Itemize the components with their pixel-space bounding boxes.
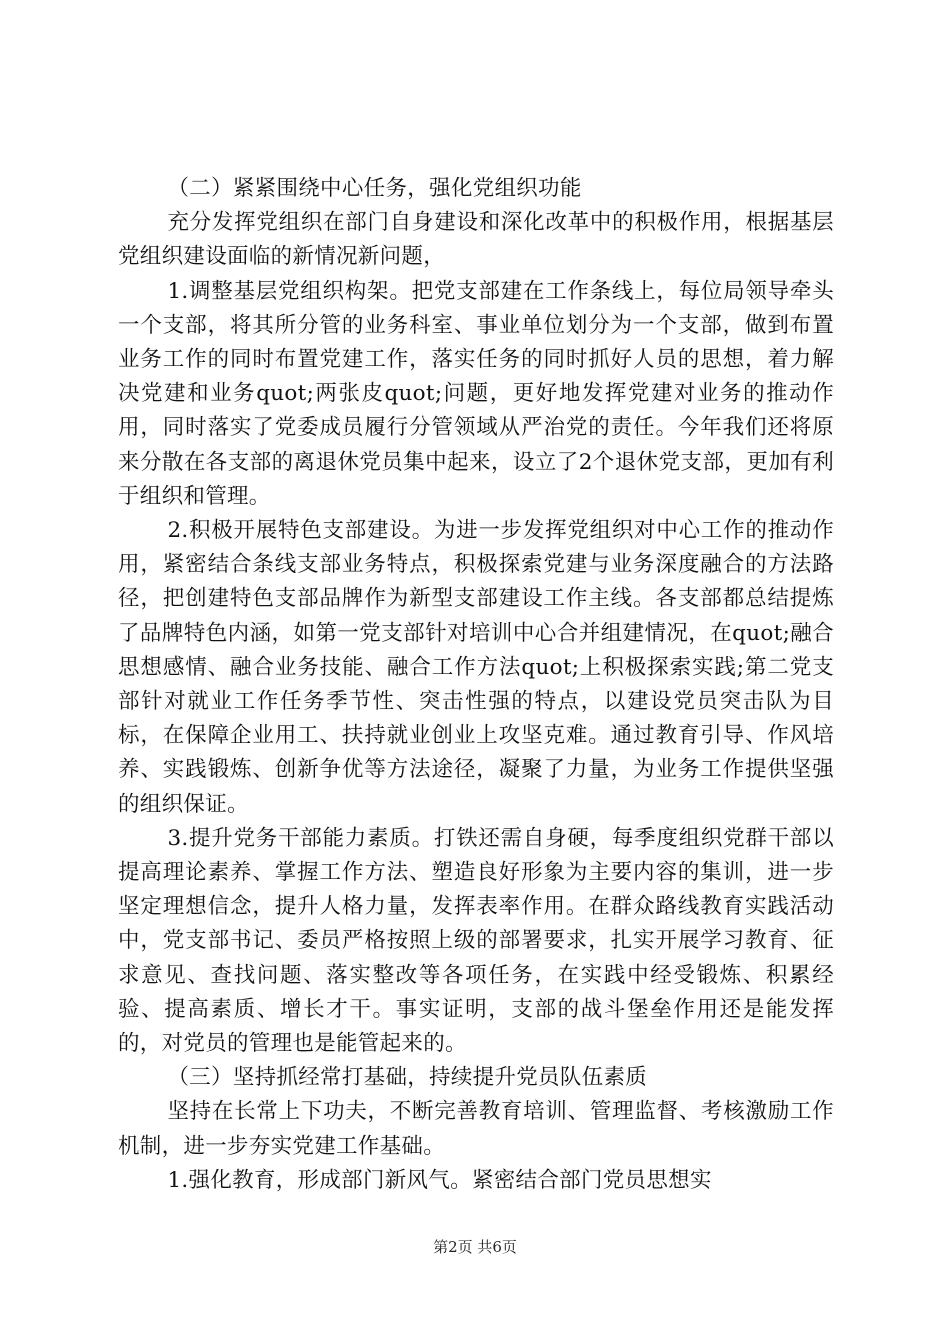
document-body (118, 172, 834, 1198)
section-heading: （三）坚持抓经常打基础，持续提升党员队伍素质 (167, 1065, 648, 1091)
body-paragraph: 3.提升党务干部能力素质。打铁还需自身硬，每季度组织党群干部以提高理论素养、掌握工作方法、塑造良好形象为主要内容的集训，进一步坚定理想信念，提升人格力量，发挥表率作用。在群众路线教育实践活动中，党支部书记、委员严格按照上级的部署要求，扎实开展学习教育、征求意见、查找问题、落实整改等各项任务，在实践中经受锻炼、积累经验、提高素质、增长才干。事实证明，支部的战斗堡垒作用还是能发挥的，对党员的管理也是能管起来的。 (118, 825, 834, 1057)
body-paragraph: 充分发挥党组织在部门自身建设和深化改革中的积极作用，根据基层党组织建设面临的新情况新问题， (118, 210, 834, 270)
body-paragraph: 2.积极开展特色支部建设。为进一步发挥党组织对中心工作的推动作用，紧密结合条线支部业务特点，积极探索党建与业务深度融合的方法路径，把创建特色支部品牌作为新型支部建设工作主线。各支部都总结提炼了品牌特色内涵，如第一党支部针对培训中心合并组建情况，在quot;融合思想感情、融合业务技能、融合工作方法quot;上积极探索实践;第二党支部针对就业工作任务季节性、突击性强的特点，以建设党员突击队为目标，在保障企业用工、扶持就业创业上攻坚克难。通过教育引导、作风培养、实践锻炼、创新争优等方法途径，凝聚了力量，为业务工作提供坚强的组织保证。 (118, 518, 834, 817)
body-paragraph: 1.调整基层党组织构架。把党支部建在工作条线上，每位局领导牵头一个支部，将其所分管的业务科室、事业单位划分为一个支部，做到布置业务工作的同时布置党建工作，落实任务的同时抓好人员的思想，着力解决党建和业务quot;两张皮quot;问题，更好地发挥党建对业务的推动作用，同时落实了党委成员履行分管领域从严治党的责任。今年我们还将原来分散在各支部的离退休党员集中起来，设立了2个退休党支部，更加有利于组织和管理。 (118, 278, 834, 509)
body-paragraph: 1.强化教育，形成部门新风气。紧密结合部门党员思想实 (167, 1167, 712, 1193)
page-number-footer: 第2页 共6页 (433, 1238, 517, 1256)
section-heading: （二）紧紧围绕中心任务，强化党组织功能 (167, 176, 582, 201)
body-paragraph: 坚持在长常上下功夫，不断完善教育培训、管理监督、考核激励工作机制，进一步夯实党建工作基础。 (118, 1099, 834, 1159)
